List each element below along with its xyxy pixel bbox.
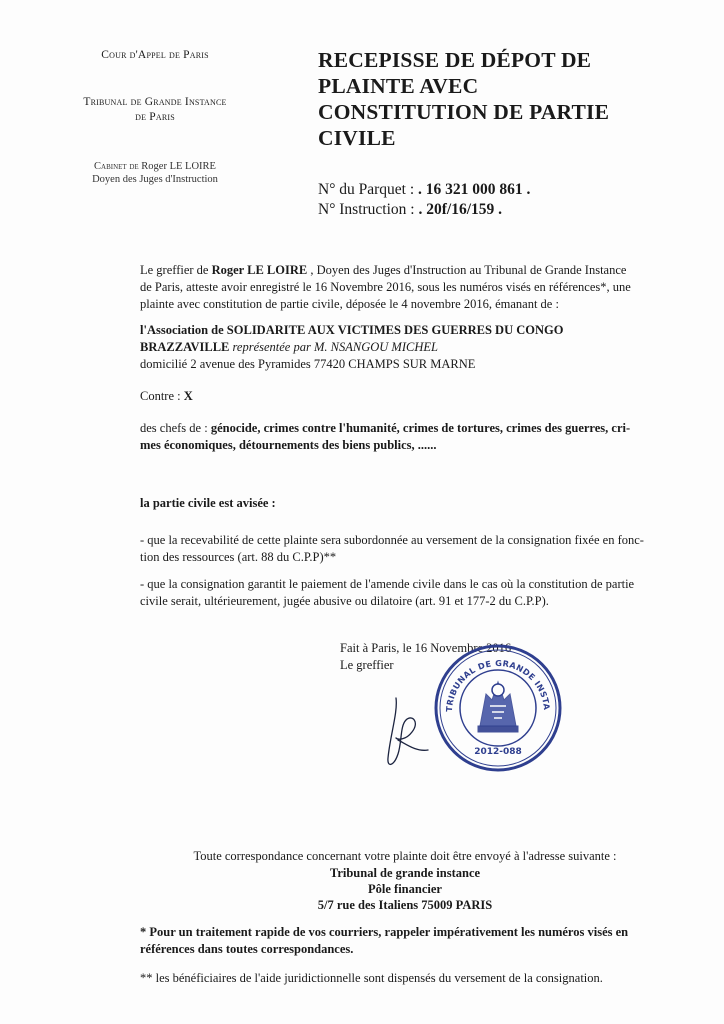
charges-label: des chefs de : (140, 421, 208, 435)
association-city: BRAZZAVILLE (140, 340, 230, 354)
court-of-appeal: Cour d'Appel de Paris (101, 49, 209, 61)
against-value: X (183, 389, 193, 403)
footnote-1 (140, 924, 680, 958)
against-label: Contre : (140, 389, 181, 403)
charges-list-1: génocide, crimes contre l'humanité, crimes de tortures, crimes des guerres, cri- (210, 421, 631, 435)
title-line-4: CIVILE (318, 126, 396, 150)
address-line-2: Pôle financier (368, 882, 442, 896)
intro-line-3: plainte avec constitution de partie civile, déposée le 4 novembre 2016, émanant de : (140, 297, 559, 311)
title-line-1: RECEPISSE DE DÉPOT DE (318, 48, 592, 72)
plaintiff-block (140, 322, 670, 373)
correspondence-note: Toute correspondance concernant votre plainte doit être envoyé à l'adresse suivante : (193, 849, 617, 863)
association-name-cont (140, 339, 670, 356)
notice-point-1-line-1: - que la recevabilité de cette plainte sera subordonnée au versement de la consignation fixée en fonc- (140, 533, 644, 547)
notice-point-2-line-2: civile serait, ultérieurement, jugée abusive ou dilatoire (art. 91 et 177-2 du C.P.P). (140, 594, 549, 608)
association-address: domicilié 2 avenue des Pyramides 77420 CHAMPS SUR MARNE (140, 357, 476, 371)
charges-line-2: mes économiques, détournements des biens publics, ...... (140, 438, 437, 452)
tribunal-name: Tribunal de Grande Instance (83, 96, 227, 108)
stamp-number: 2012-088 (474, 747, 522, 757)
parquet-reference (318, 180, 530, 200)
footnote-1-line-2: références dans toutes correspondances. (140, 942, 354, 956)
tribunal-city: de Paris (135, 111, 175, 123)
footnote-1-line-1: * Pour un traitement rapide de vos courriers, rappeler impérativement les numéros visés en (140, 925, 629, 939)
parquet-number: . 16 321 000 861 . (418, 181, 531, 198)
charges-block (140, 420, 670, 454)
instruction-reference (318, 200, 502, 220)
charges-line-1 (140, 420, 670, 437)
document-title (318, 47, 698, 151)
address-line-1: Tribunal de grande instance (329, 866, 481, 880)
against-line (140, 388, 670, 405)
notice-heading: la partie civile est avisée : (140, 496, 276, 510)
cabinet-judge-name: Roger LE LOIRE (141, 161, 216, 172)
intro-line-1 (140, 262, 670, 279)
intro-judge-name: Roger LE LOIRE (211, 263, 308, 277)
signature-icon (376, 692, 436, 772)
title-line-2: PLAINTE AVEC (318, 74, 479, 98)
notice-point-2 (140, 576, 670, 610)
stamp-seal-icon (432, 642, 564, 774)
parquet-label: N° du Parquet : (318, 181, 415, 198)
notice-point-2-line-1: - que la consignation garantit le paiement de l'amende civile dans le cas où la constitution de partie (140, 577, 635, 591)
title-line-3: CONSTITUTION DE PARTIE (318, 100, 610, 124)
cabinet-prefix: Cabinet de (94, 161, 139, 172)
intro-prefix: Le greffier de (140, 263, 209, 277)
cabinet-role: Doyen des Juges d'Instruction (92, 174, 218, 185)
notice-point-1-line-2: tion des ressources (art. 88 du C.P.P)** (140, 550, 337, 564)
handwritten-signature (376, 692, 436, 777)
association-name: l'Association de SOLIDARITE AUX VICTIMES DES GUERRES DU CONGO (140, 323, 564, 337)
greffier-label: Le greffier (340, 658, 394, 672)
intro-paragraph (140, 262, 670, 313)
stamp-ring-text: TRIBUNAL DE GRANDE INSTA (443, 657, 553, 713)
court-stamp (432, 642, 564, 779)
cabinet-line (40, 160, 270, 173)
date-place: Fait à Paris, le 16 Novembre 2016 (340, 641, 512, 655)
intro-line-1-rest: , Doyen des Juges d'Instruction au Tribunal de Grande Instance (310, 263, 627, 277)
association-representative: représentée par M. NSANGOU MICHEL (232, 340, 438, 354)
notice-point-1 (140, 532, 670, 566)
footnote-2: ** les bénéficiaires de l'aide juridictionnelle sont dispensés du versement de la consignation. (140, 971, 603, 985)
address-line-3: 5/7 rue des Italiens 75009 PARIS (317, 898, 493, 912)
intro-line-2: de Paris, atteste avoir enregistré le 16 Novembre 2016, sous les numéros visés en références*, une (140, 280, 631, 294)
instruction-number: . 20f/16/159 . (418, 201, 503, 218)
instruction-label: N° Instruction : (318, 201, 415, 218)
